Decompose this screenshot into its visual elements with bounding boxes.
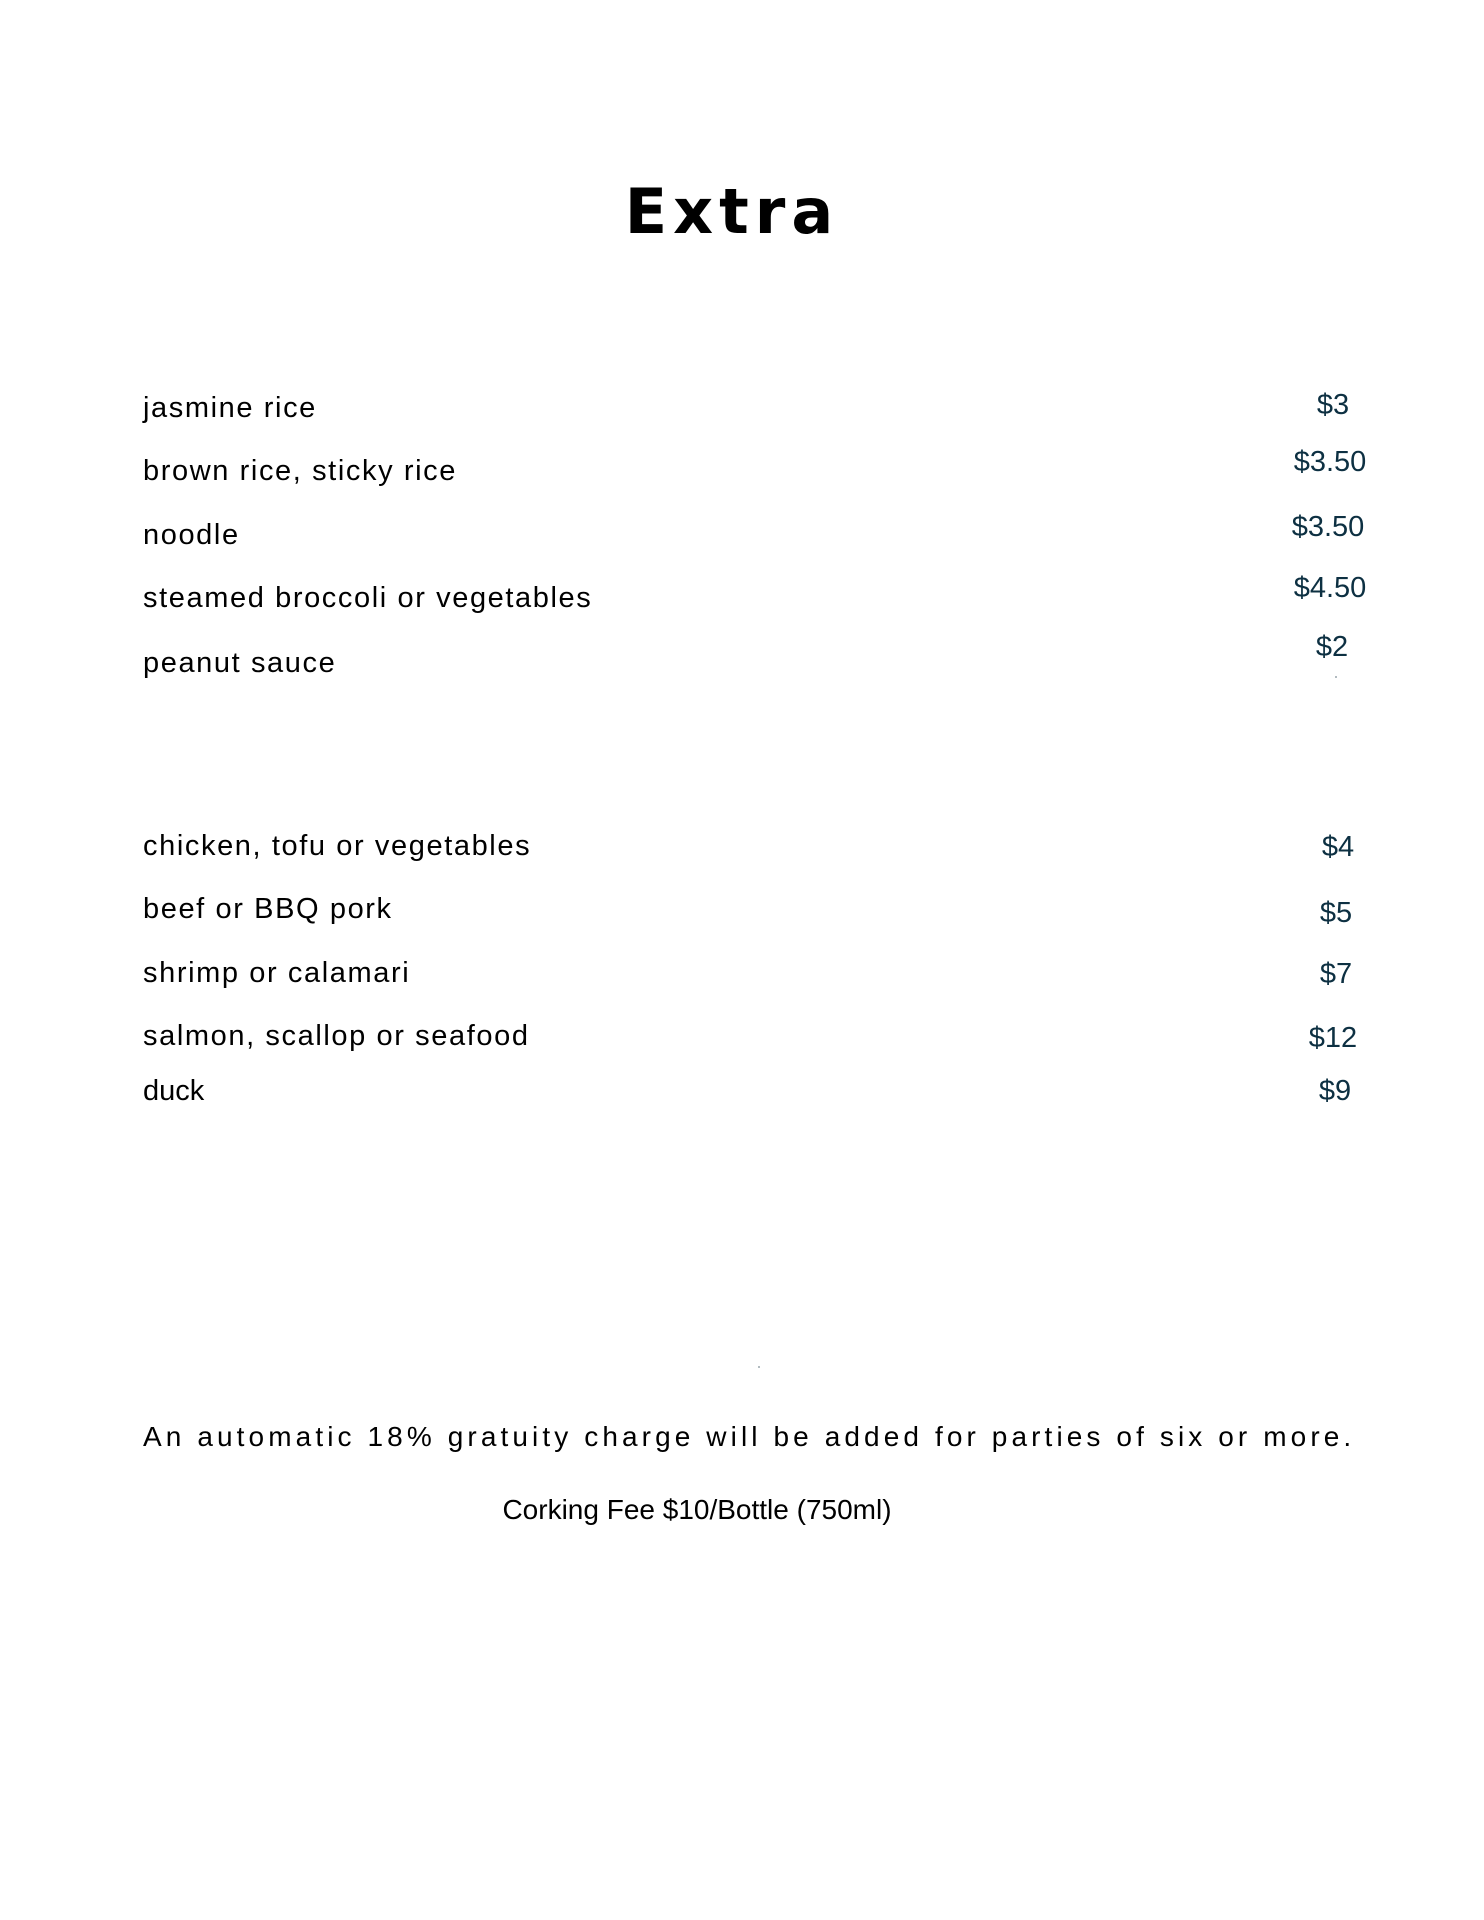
- item-price: $7: [1319, 958, 1353, 990]
- item-price: $3: [1316, 389, 1350, 421]
- item-name: salmon, scallop or seafood: [143, 1020, 530, 1052]
- item-name: brown rice, sticky rice: [143, 455, 457, 487]
- corking-fee-note: Corking Fee $10/Bottle (750ml): [502, 1494, 892, 1525]
- item-name: shrimp or calamari: [143, 957, 411, 989]
- item-name: peanut sauce: [143, 647, 337, 679]
- speck-mark: [758, 1366, 760, 1368]
- item-price: $2: [1315, 631, 1349, 663]
- item-name: beef or BBQ pork: [143, 893, 393, 925]
- item-name: steamed broccoli or vegetables: [143, 582, 593, 614]
- item-price: $4: [1321, 831, 1355, 863]
- item-name: chicken, tofu or vegetables: [143, 830, 532, 862]
- item-name: noodle: [143, 519, 240, 551]
- item-price: $3.50: [1293, 446, 1367, 478]
- item-name: duck: [143, 1075, 205, 1107]
- item-price: $9: [1318, 1075, 1352, 1107]
- gratuity-note: An automatic 18% gratuity charge will be added for parties of six or more.: [143, 1421, 1356, 1452]
- item-price: $4.50: [1293, 572, 1367, 604]
- item-name: jasmine rice: [143, 392, 317, 424]
- speck-mark: [1335, 676, 1337, 678]
- item-price: $12: [1308, 1022, 1358, 1054]
- page-title: Extra: [624, 175, 840, 248]
- item-price: $3.50: [1291, 511, 1365, 543]
- item-price: $5: [1319, 897, 1353, 929]
